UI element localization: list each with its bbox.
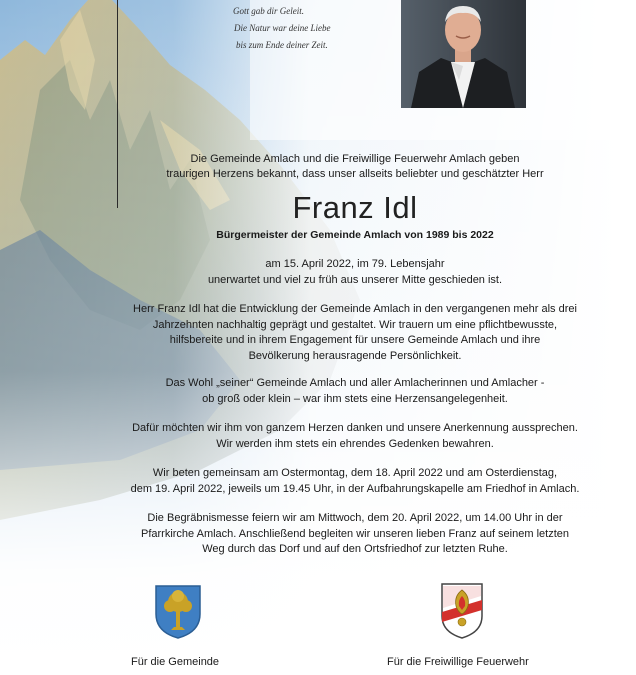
legacy-line: Herr Franz Idl hat die Entwicklung der Gemeinde Amlach in den vergangenen mehr als drei bbox=[133, 303, 577, 315]
community-line: Das Wohl „seiner“ Gemeinde Amlach und aller Amlacherinnen und Amlacher - bbox=[165, 377, 545, 389]
legacy-line: hilfsbereite und in ihrem Engagement für unsere Gemeinde Amlach und ihre bbox=[169, 334, 541, 346]
intro-text bbox=[140, 152, 570, 182]
thanks-paragraph bbox=[100, 421, 610, 452]
funeral-paragraph bbox=[105, 511, 605, 558]
intro-line: Die Gemeinde Amlach und die Freiwillige Feuerwehr Amlach geben bbox=[190, 153, 520, 165]
motto-line: bis zum Ende deiner Zeit. bbox=[236, 40, 328, 50]
legacy-line: Jahrzehnten nachhaltig geprägt und gestaltet. Wir trauern um eine pflichtbewusste, bbox=[152, 318, 558, 331]
motto-verse bbox=[233, 3, 331, 54]
motto-line: Die Natur war deine Liebe bbox=[234, 23, 331, 33]
thanks-line: Dafür möchten wir ihm von ganzem Herzen danken und unsere Anerkennung aussprechen. bbox=[132, 422, 578, 434]
amlach-coat-of-arms bbox=[154, 584, 202, 640]
funeral-line: Pfarrkirche Amlach. Anschließend begleiten wir unseren lieben Franz auf seinem letzten bbox=[140, 527, 569, 540]
portrait-photo bbox=[401, 0, 526, 108]
death-paragraph bbox=[155, 257, 555, 288]
prayer-paragraph bbox=[100, 466, 610, 497]
legacy-line: Bevölkerung herausragende Persönlichkeit. bbox=[248, 349, 462, 362]
death-line: am 15. April 2022, im 79. Lebensjahr bbox=[265, 258, 445, 270]
motto-line: Gott gab dir Geleit. bbox=[233, 6, 304, 16]
divider-line bbox=[117, 0, 118, 208]
signature-fire-brigade: Für die Freiwillige Feuerwehr bbox=[387, 656, 529, 668]
deceased-name: Franz Idl bbox=[292, 190, 418, 225]
community-line: ob groß oder klein – war ihm stets eine Herzensangelegenheit. bbox=[202, 392, 508, 405]
prayer-line: Wir beten gemeinsam am Ostermontag, dem 18. April 2022 und am Osterdienstag, bbox=[152, 467, 558, 479]
fire-brigade-emblem bbox=[440, 582, 484, 640]
community-paragraph bbox=[130, 376, 580, 407]
funeral-line: Weg durch das Dorf und auf den Ortsfriedhof zur letzten Ruhe. bbox=[202, 543, 508, 555]
prayer-line: dem 19. April 2022, jeweils um 19.45 Uhr, in der Aufbahrungskapelle am Friedhof in Amlach. bbox=[130, 482, 580, 495]
legacy-paragraph bbox=[110, 302, 600, 364]
thanks-line: Wir werden ihm stets ein ehrendes Gedenken bewahren. bbox=[216, 437, 494, 450]
death-line: unerwartet und viel zu früh aus unserer Mitte geschieden ist. bbox=[207, 273, 503, 286]
funeral-line: Die Begräbnismesse feiern wir am Mittwoch, dem 20. April 2022, um 14.00 Uhr in der bbox=[147, 512, 563, 524]
signature-municipality: Für die Gemeinde bbox=[131, 656, 220, 668]
intro-line: traurigen Herzens bekannt, dass unser allseits beliebter und geschätzter Herr bbox=[166, 168, 544, 180]
deceased-role: Bürgermeister der Gemeinde Amlach von 1989 bis 2022 bbox=[216, 229, 494, 241]
